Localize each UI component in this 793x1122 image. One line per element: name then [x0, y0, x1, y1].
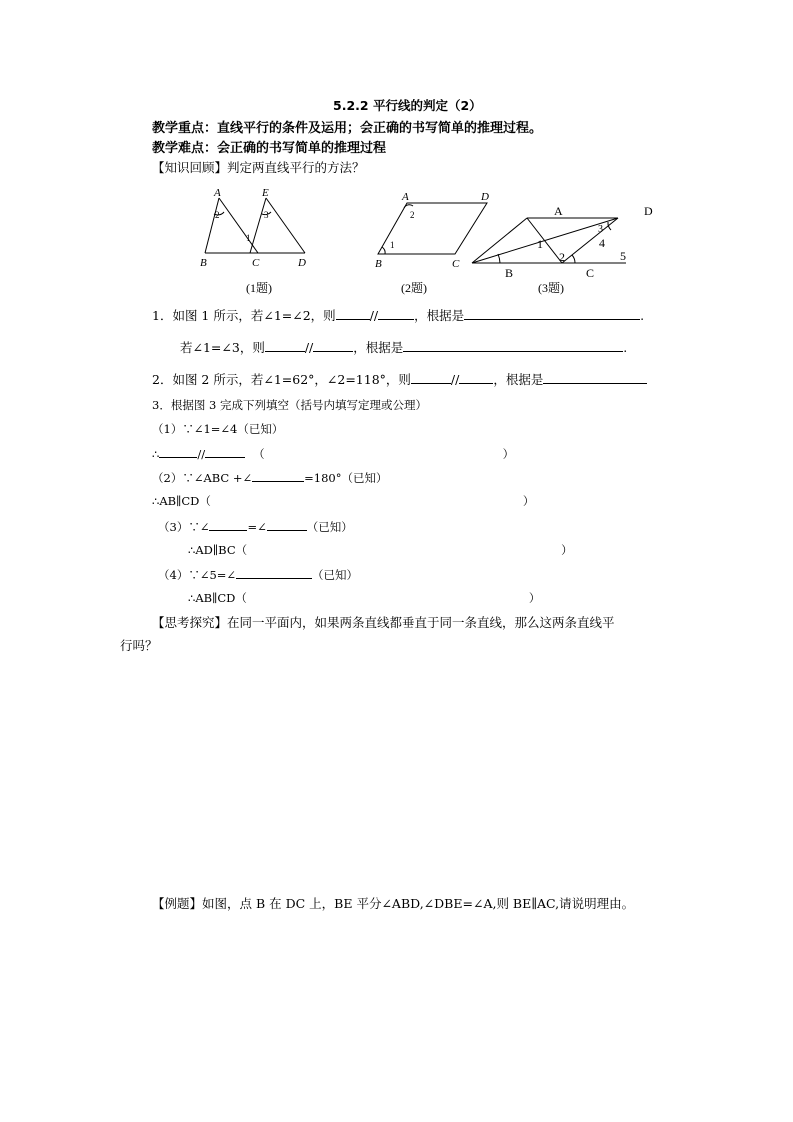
q3-blank-1[interactable] — [159, 445, 197, 458]
q1-line2 — [180, 338, 627, 356]
fig3-label-a: A — [554, 204, 563, 218]
q3-item4-suffix: （已知） — [312, 568, 359, 582]
q3-item2-suffix: =180°（已知） — [304, 471, 388, 485]
q2-basis: ，根据是 — [493, 372, 544, 387]
fig2-label-a: A — [402, 191, 409, 203]
fig2-label-c: C — [452, 258, 460, 270]
q1-blank-2[interactable] — [378, 307, 414, 320]
q2-parallel: // — [450, 372, 460, 387]
fig1-label-b: B — [200, 257, 207, 269]
teaching-difficulty-text: 会正确的书写简单的推理过程 — [217, 141, 387, 156]
fig3-line-cd — [562, 218, 618, 263]
q3-paren-close-2: ） — [522, 494, 535, 508]
fig3-label-b: B — [505, 266, 514, 280]
q3-item4-given — [158, 566, 358, 583]
fig2-label-1: 1 — [390, 240, 395, 250]
q1-blank-3[interactable] — [464, 307, 640, 320]
figures-svg — [0, 0, 793, 300]
q3-therefore-4: ∴AB∥CD（ — [188, 591, 247, 605]
fig1-line-ed — [266, 198, 305, 253]
q1-blank-6[interactable] — [403, 339, 623, 352]
fig3-caption: (3题) — [538, 281, 564, 295]
q3-therefore-3: ∴AD∥BC（ — [188, 543, 248, 557]
q3-item3-suffix: （已知） — [306, 520, 353, 534]
fig3-angle3-arc — [608, 222, 611, 230]
q2-prefix: 2．如图 2 所示，若∠1=62°，∠2=118°，则 — [152, 372, 411, 387]
fig3-label-d: D — [644, 204, 653, 218]
page-title: 5.2.2 平行线的判定（2） — [333, 98, 482, 113]
fig3-label-2: 2 — [559, 250, 565, 264]
q3-blank-2[interactable] — [205, 445, 245, 458]
fig1-label-2: 2 — [215, 210, 220, 220]
q1-period-1: . — [640, 308, 645, 323]
q1-blank-5[interactable] — [313, 339, 353, 352]
fig2-angle1-arc — [382, 247, 385, 254]
q1-line1-prefix: 1．如图 1 所示，若∠1=∠2，则 — [152, 308, 336, 323]
q2-line — [152, 370, 647, 388]
fig3-label-1: 1 — [537, 237, 543, 251]
q3-item2-prefix: （2）∵∠ABC +∠ — [152, 471, 253, 485]
q3-item3-middle: =∠ — [247, 520, 267, 534]
fig2-label-d: D — [481, 191, 489, 203]
figure-1 — [205, 198, 305, 253]
fig2-caption: (2题) — [401, 281, 427, 295]
q3-item1-given: （1）∵∠1=∠4（已知） — [152, 422, 284, 436]
fig1-caption: (1题) — [246, 281, 272, 295]
fig3-line-ab — [472, 218, 527, 263]
q3-item1-conclusion — [152, 445, 514, 462]
q1-line1-basis: ，根据是 — [414, 308, 465, 323]
q3-item2-given — [152, 469, 388, 486]
fig3-line-ac — [527, 218, 562, 263]
fig1-line-ce — [250, 198, 266, 253]
example-problem: 【例题】如图，点 B 在 DC 上，BE 平分∠ABD,∠DBE=∠A,则 BE∥AC,请说明理由。 — [152, 896, 635, 911]
q1-blank-4[interactable] — [265, 339, 305, 352]
q1-line2-prefix: 若∠1=∠3，则 — [180, 340, 265, 355]
fig2-label-b: B — [375, 258, 382, 270]
q2-blank-3[interactable] — [543, 371, 647, 384]
q1-blank-1[interactable] — [336, 307, 370, 320]
q3-item4-prefix: （4）∵∠5=∠ — [158, 568, 237, 582]
q3-item2-conclusion — [152, 493, 534, 509]
fig3-label-5: 5 — [620, 249, 626, 263]
q3-item3-prefix: （3）∵∠ — [158, 520, 210, 534]
q3-blank-6[interactable] — [236, 566, 312, 579]
fig3-angle2-arc — [572, 255, 575, 263]
fig3-angle1-arc — [498, 254, 500, 263]
knowledge-review: 【知识回顾】判定两直线平行的方法？ — [152, 160, 365, 175]
q2-blank-1[interactable] — [411, 371, 451, 384]
q3-blank-5[interactable] — [267, 518, 307, 531]
q1-period-2: . — [623, 340, 628, 355]
fig3-label-3: 3 — [598, 224, 603, 235]
q3-paren-close-4: ） — [528, 591, 541, 605]
q3-intro: 3．根据图 3 完成下列填空（括号内填写定理或公理） — [152, 398, 427, 412]
teaching-focus-text: 直线平行的条件及运用；会正确的书写简单的推理过程。 — [217, 121, 543, 136]
fig1-label-a: A — [214, 187, 221, 199]
teaching-difficulty-label: 教学难点： — [152, 141, 218, 156]
fig1-label-e: E — [262, 187, 269, 199]
q1-line1 — [152, 306, 644, 324]
fig1-label-d: D — [298, 257, 306, 269]
q3-therefore-2: ∴AB∥CD（ — [152, 494, 211, 508]
fig3-label-c: C — [586, 266, 595, 280]
think-explore-line2: 行吗？ — [120, 638, 158, 653]
fig3-label-4: 4 — [599, 236, 605, 250]
teaching-focus-label: 教学重点： — [152, 121, 218, 136]
q3-paren-close-3: ） — [561, 543, 573, 557]
q3-therefore-1: ∴ — [152, 447, 160, 461]
fig1-label-c: C — [252, 257, 260, 269]
q3-item4-conclusion — [188, 590, 540, 606]
q3-paren-open-1: （ — [253, 447, 265, 461]
q3-blank-3[interactable] — [252, 469, 304, 482]
q1-parallel-2: // — [304, 340, 314, 355]
fig1-label-3: 3 — [264, 210, 269, 220]
q1-line2-basis: ，根据是 — [353, 340, 404, 355]
think-explore-line1: 【思考探究】在同一平面内，如果两条直线都垂直于同一条直线，那么这两条直线平 — [152, 615, 615, 630]
q3-paren-close-1: ） — [502, 447, 515, 461]
fig2-label-2: 2 — [410, 210, 415, 220]
q3-parallel-1: // — [197, 447, 206, 461]
q3-item3-conclusion — [188, 542, 573, 558]
q3-blank-4[interactable] — [209, 518, 247, 531]
q1-parallel-1: // — [369, 308, 379, 323]
fig1-line-ab — [205, 198, 219, 253]
q3-item3-given — [158, 518, 353, 535]
q2-blank-2[interactable] — [459, 371, 493, 384]
fig1-label-1: 1 — [246, 233, 251, 243]
